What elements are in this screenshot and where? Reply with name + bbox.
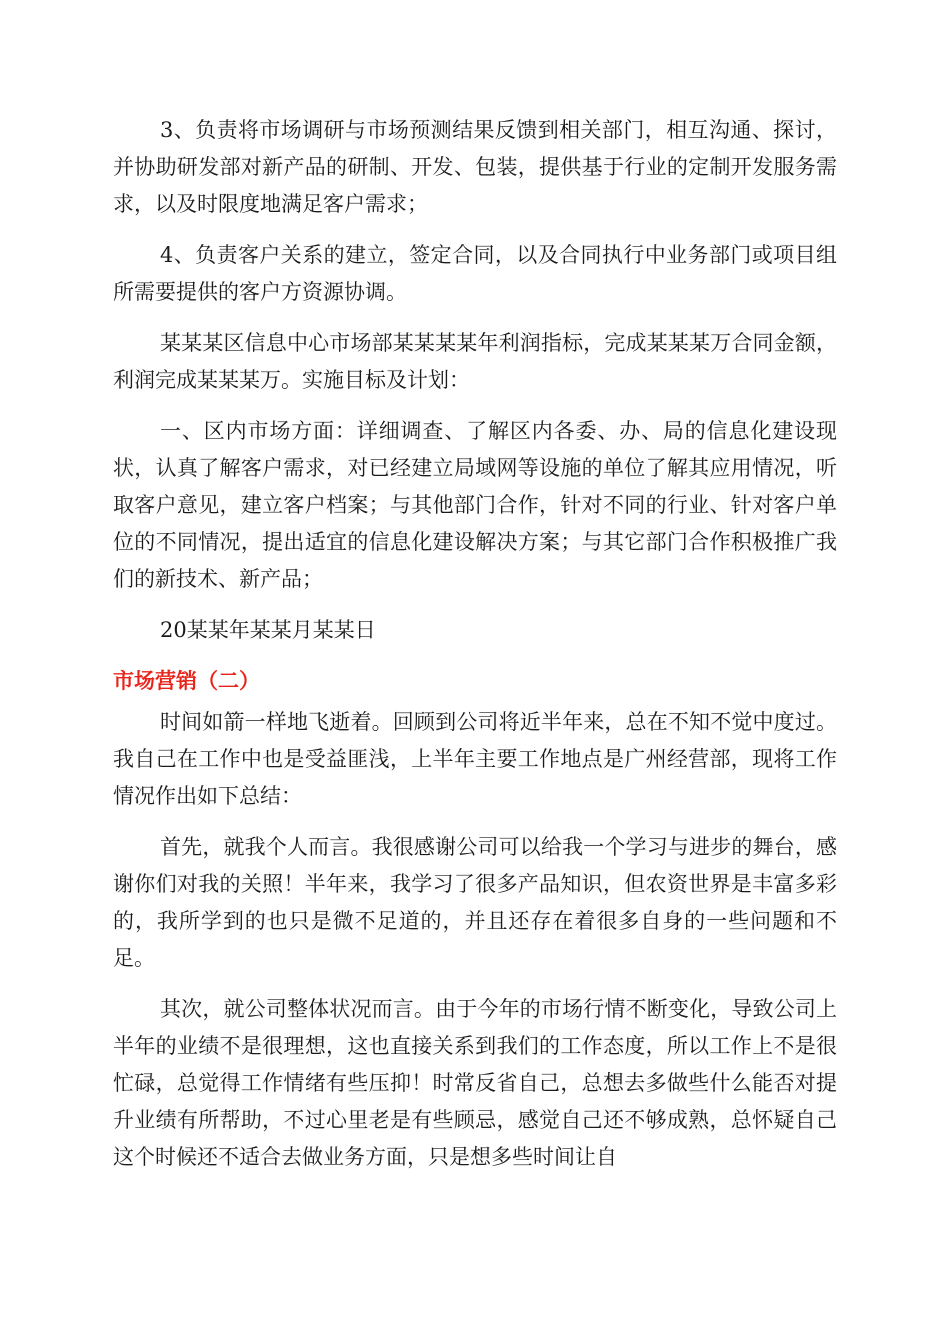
paragraph-district-market: 一、区内市场方面：详细调查、了解区内各委、办、局的信息化建设现状，认真了解客户需求，对已经建立局域网等设施的单位了解其应用情况，听取客户意见，建立客户档案；与其他部门合作，针对不同的行业、针对客户单位的不同情况，提出适宜的信息化建设解决方案；与其它部门合作积极推广我们的新技术、新产品； bbox=[113, 419, 837, 591]
paragraph-personal: 首先，就我个人而言。我很感谢公司可以给我一个学习与进步的舞台，感谢你们对我的关照！半年来，我学习了很多产品知识，但农资世界是丰富多彩的，我所学到的也只是微不足道的，并且还存在着很多自身的一些问题和不足。 bbox=[113, 835, 837, 970]
paragraph-time-review: 时间如箭一样地飞逝着。回顾到公司将近半年来，总在不知不觉中度过。我自己在工作中也是受益匪浅，上半年主要工作地点是广州经营部，现将工作情况作出如下总结： bbox=[113, 710, 837, 808]
paragraph-responsibility-4: 4、负责客户关系的建立，签定合同，以及合同执行中业务部门或项目组所需要提供的客户方资源协调。 bbox=[113, 243, 837, 304]
section-heading: 市场营销（二） bbox=[113, 669, 260, 693]
paragraph-responsibility-3: 3、负责将市场调研与市场预测结果反馈到相关部门，相互沟通、探讨，并协助研发部对新产品的研制、开发、包装，提供基于行业的定制开发服务需求，以及时限度地满足客户需求； bbox=[113, 118, 837, 216]
paragraph-profit-target: 某某某区信息中心市场部某某某某年利润指标，完成某某某万合同金额，利润完成某某某万。实施目标及计划： bbox=[113, 331, 837, 392]
document-body bbox=[113, 112, 837, 1190]
paragraph-date: 20某某年某某月某某日 bbox=[160, 618, 376, 642]
paragraph-company-status: 其次，就公司整体状况而言。由于今年的市场行情不断变化，导致公司上半年的业绩不是很理想，这也直接关系到我们的工作态度，所以工作上不是很忙碌，总觉得工作情绪有些压抑！时常反省自己，总想去多做些什么能否对提升业绩有所帮助，不过心里老是有些顾忌，感觉自己还不够成熟，总怀疑自己这个时候还不适合去做业务方面，只是想多些时间让自 bbox=[113, 997, 837, 1169]
